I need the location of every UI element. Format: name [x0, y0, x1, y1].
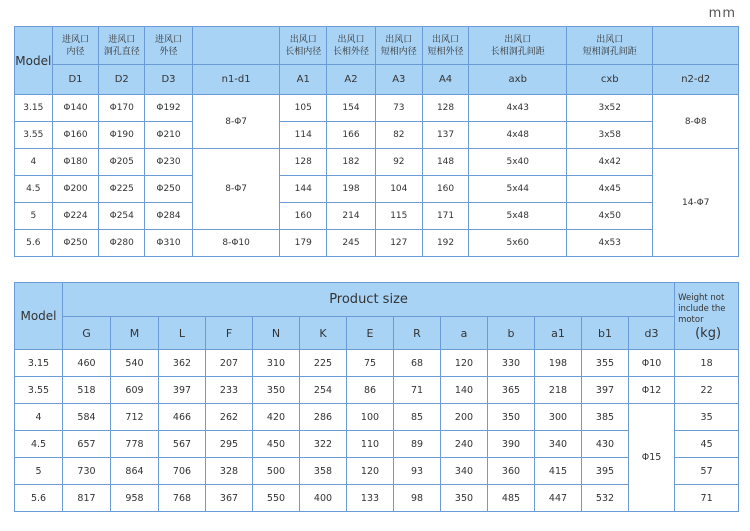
- cell: 958: [111, 485, 159, 512]
- n1-d1-cell: 8-Φ10: [192, 230, 279, 257]
- cell: 86: [347, 377, 394, 404]
- header-d2: D2: [99, 65, 145, 95]
- cell: 415: [535, 458, 582, 485]
- header-a4: A4: [422, 65, 469, 95]
- table-row: [15, 203, 739, 230]
- header-k: K: [300, 317, 347, 350]
- cell: 133: [347, 485, 394, 512]
- header-f: F: [206, 317, 253, 350]
- cell: 350: [488, 404, 535, 431]
- cell: 4x53: [567, 230, 653, 257]
- header-a2: A2: [327, 65, 376, 95]
- n2-d2-cell: 14-Φ7: [653, 149, 739, 257]
- cell: 420: [253, 404, 300, 431]
- cell: 179: [280, 230, 327, 257]
- header-d1: D1: [52, 65, 99, 95]
- cell: 322: [300, 431, 347, 458]
- cell: 768: [159, 485, 206, 512]
- cell: 198: [535, 350, 582, 377]
- n2-d2-cell: 8-Φ8: [653, 95, 739, 149]
- header-cn-a1: 出风口 长相内径: [280, 27, 327, 65]
- cell: 584: [63, 404, 111, 431]
- inlet-outlet-dimensions-table: [14, 26, 739, 257]
- cell: 140: [441, 377, 488, 404]
- header-cn-d2: 进风口 洞孔直径: [99, 27, 145, 65]
- cell: 310: [253, 350, 300, 377]
- cell: 127: [375, 230, 422, 257]
- cell: 330: [488, 350, 535, 377]
- model-cell: 4.5: [15, 431, 63, 458]
- unit-label: mm: [708, 6, 736, 21]
- cell: 225: [300, 350, 347, 377]
- cell: Φ192: [145, 95, 193, 122]
- cell: 148: [422, 149, 469, 176]
- cell: Φ225: [99, 176, 145, 203]
- table-row: [15, 350, 739, 377]
- cell: 214: [327, 203, 376, 230]
- cell: 385: [582, 404, 629, 431]
- cell: 171: [422, 203, 469, 230]
- cell: 355: [582, 350, 629, 377]
- cell: 4x42: [567, 149, 653, 176]
- header-b1: b1: [582, 317, 629, 350]
- cell: 286: [300, 404, 347, 431]
- header-cxb: cxb: [567, 65, 653, 95]
- cell: 73: [375, 95, 422, 122]
- cell: 82: [375, 122, 422, 149]
- header-e: E: [347, 317, 394, 350]
- cell: Φ250: [52, 230, 99, 257]
- cell: Φ170: [99, 95, 145, 122]
- cell: 4x45: [567, 176, 653, 203]
- cell: 609: [111, 377, 159, 404]
- cell: 350: [253, 377, 300, 404]
- cell: 182: [327, 149, 376, 176]
- cell: Φ190: [99, 122, 145, 149]
- cell: 128: [422, 95, 469, 122]
- weight-cell: 45: [675, 431, 739, 458]
- cell: 3x52: [567, 95, 653, 122]
- cell: 198: [327, 176, 376, 203]
- cell: 485: [488, 485, 535, 512]
- cell: Φ254: [99, 203, 145, 230]
- cell: 110: [347, 431, 394, 458]
- cell: 207: [206, 350, 253, 377]
- cell: 817: [63, 485, 111, 512]
- cell: 144: [280, 176, 327, 203]
- cell: 367: [206, 485, 253, 512]
- cell: 390: [488, 431, 535, 458]
- cell: 75: [347, 350, 394, 377]
- cell: 89: [394, 431, 441, 458]
- weight-unit: (kg): [695, 326, 722, 341]
- table-row: [15, 404, 739, 431]
- cell: 730: [63, 458, 111, 485]
- cell: 137: [422, 122, 469, 149]
- header-cn-a4: 出风口 短相外径: [422, 27, 469, 65]
- cell: 365: [488, 377, 535, 404]
- model-cell: 3.55: [15, 122, 53, 149]
- header-cn-axb: 出风口 长相洞孔间距: [469, 27, 567, 65]
- cell: 218: [535, 377, 582, 404]
- header-b: b: [488, 317, 535, 350]
- model-cell: 4: [15, 149, 53, 176]
- header-d3: D3: [145, 65, 193, 95]
- cell: 350: [441, 485, 488, 512]
- model-cell: 5.6: [15, 485, 63, 512]
- table-row: [15, 149, 739, 176]
- product-size-header: Product size: [63, 283, 675, 317]
- cell: 706: [159, 458, 206, 485]
- cell: 92: [375, 149, 422, 176]
- cell: 192: [422, 230, 469, 257]
- cell: 358: [300, 458, 347, 485]
- weight-cell: 22: [675, 377, 739, 404]
- header-m: M: [111, 317, 159, 350]
- cell: 160: [422, 176, 469, 203]
- cell: 864: [111, 458, 159, 485]
- cell: 328: [206, 458, 253, 485]
- header-a1: A1: [280, 65, 327, 95]
- d3-cell: Φ15: [629, 404, 675, 512]
- cell: 567: [159, 431, 206, 458]
- cell: 712: [111, 404, 159, 431]
- cell: 340: [535, 431, 582, 458]
- weight-cell: 71: [675, 485, 739, 512]
- cell: 430: [582, 431, 629, 458]
- cell: 397: [159, 377, 206, 404]
- n1-d1-cell: 8-Φ7: [192, 149, 279, 230]
- cell: 466: [159, 404, 206, 431]
- cell: Φ205: [99, 149, 145, 176]
- header-r: R: [394, 317, 441, 350]
- cell: 5x60: [469, 230, 567, 257]
- cell: 295: [206, 431, 253, 458]
- cell: 3x58: [567, 122, 653, 149]
- cell: 5x40: [469, 149, 567, 176]
- cell: 68: [394, 350, 441, 377]
- header-cn-empty: [653, 27, 739, 65]
- product-size-table: [14, 282, 739, 512]
- cell: 362: [159, 350, 206, 377]
- table-row: [15, 176, 739, 203]
- cell: Φ160: [52, 122, 99, 149]
- cell: 245: [327, 230, 376, 257]
- cell: 154: [327, 95, 376, 122]
- cell: 120: [441, 350, 488, 377]
- cell: 240: [441, 431, 488, 458]
- cell: 120: [347, 458, 394, 485]
- weight-header: [675, 283, 739, 350]
- cell: 657: [63, 431, 111, 458]
- cell: 540: [111, 350, 159, 377]
- cell: 450: [253, 431, 300, 458]
- cell: 4x48: [469, 122, 567, 149]
- cell: 4x50: [567, 203, 653, 230]
- cell: 532: [582, 485, 629, 512]
- header-n2-d2: n2-d2: [653, 65, 739, 95]
- model-header: Model: [15, 283, 63, 350]
- cell: 397: [582, 377, 629, 404]
- cell: Φ224: [52, 203, 99, 230]
- cell: 262: [206, 404, 253, 431]
- cell: 200: [441, 404, 488, 431]
- model-cell: 3.55: [15, 377, 63, 404]
- cell: Φ210: [145, 122, 193, 149]
- cell: 105: [280, 95, 327, 122]
- model-cell: 3.15: [15, 95, 53, 122]
- cell: 395: [582, 458, 629, 485]
- header-cn-a2: 出风口 长相外径: [327, 27, 376, 65]
- cell: 5x48: [469, 203, 567, 230]
- header-cn-d1: 进风口 内径: [52, 27, 99, 65]
- header-n1-d1: n1-d1: [192, 65, 279, 95]
- cell: 93: [394, 458, 441, 485]
- cell: Φ200: [52, 176, 99, 203]
- model-cell: 3.15: [15, 350, 63, 377]
- cell: 114: [280, 122, 327, 149]
- model-header: Model: [15, 27, 53, 95]
- cell: 460: [63, 350, 111, 377]
- cell: 85: [394, 404, 441, 431]
- header-cn-d3: 进风口 外径: [145, 27, 193, 65]
- cell: 71: [394, 377, 441, 404]
- header-a1: a1: [535, 317, 582, 350]
- weight-label: Weight not include the motor: [678, 293, 726, 325]
- table-row: [15, 377, 739, 404]
- header-a3: A3: [375, 65, 422, 95]
- cell: 98: [394, 485, 441, 512]
- header-cn-empty: [192, 27, 279, 65]
- header-g: G: [63, 317, 111, 350]
- weight-cell: 18: [675, 350, 739, 377]
- cell: Φ250: [145, 176, 193, 203]
- cell: 254: [300, 377, 347, 404]
- cell: 778: [111, 431, 159, 458]
- cell: Φ310: [145, 230, 193, 257]
- cell: 128: [280, 149, 327, 176]
- header-cn-a3: 出风口 短相内径: [375, 27, 422, 65]
- table-row: [15, 230, 739, 257]
- weight-cell: 35: [675, 404, 739, 431]
- model-cell: 5: [15, 203, 53, 230]
- header-axb: axb: [469, 65, 567, 95]
- cell: Φ180: [52, 149, 99, 176]
- cell: 300: [535, 404, 582, 431]
- n1-d1-cell: 8-Φ7: [192, 95, 279, 149]
- cell: Φ230: [145, 149, 193, 176]
- cell: 233: [206, 377, 253, 404]
- cell: 160: [280, 203, 327, 230]
- cell: 100: [347, 404, 394, 431]
- cell: 360: [488, 458, 535, 485]
- cell: 500: [253, 458, 300, 485]
- header-cn-cxb: 出风口 短相洞孔间距: [567, 27, 653, 65]
- weight-cell: 57: [675, 458, 739, 485]
- cell: 550: [253, 485, 300, 512]
- cell: 518: [63, 377, 111, 404]
- header-n: N: [253, 317, 300, 350]
- cell: Φ140: [52, 95, 99, 122]
- cell: 400: [300, 485, 347, 512]
- header-a: a: [441, 317, 488, 350]
- cell: 447: [535, 485, 582, 512]
- cell: 104: [375, 176, 422, 203]
- table-row: [15, 95, 739, 122]
- d3-cell: Φ12: [629, 377, 675, 404]
- model-cell: 4.5: [15, 176, 53, 203]
- model-cell: 5.6: [15, 230, 53, 257]
- model-cell: 4: [15, 404, 63, 431]
- cell: 4x43: [469, 95, 567, 122]
- cell: Φ280: [99, 230, 145, 257]
- cell: 5x44: [469, 176, 567, 203]
- cell: 340: [441, 458, 488, 485]
- header-l: L: [159, 317, 206, 350]
- cell: 115: [375, 203, 422, 230]
- table-row: [15, 122, 739, 149]
- cell: 166: [327, 122, 376, 149]
- cell: Φ284: [145, 203, 193, 230]
- d3-cell: Φ10: [629, 350, 675, 377]
- model-cell: 5: [15, 458, 63, 485]
- header-d3: d3: [629, 317, 675, 350]
